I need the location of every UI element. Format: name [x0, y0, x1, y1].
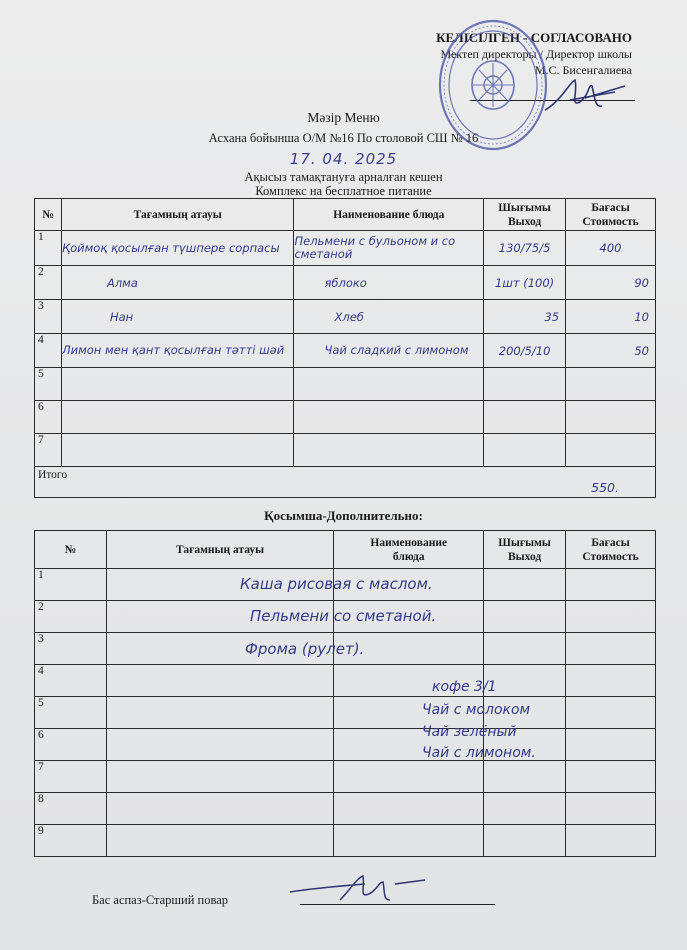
dish-yield — [484, 401, 566, 434]
total-row — [35, 467, 656, 498]
row-number: 3 — [35, 633, 107, 665]
row-number: 9 — [35, 825, 107, 857]
row-number: 1 — [35, 231, 62, 266]
dish-name-kz — [61, 434, 294, 467]
table-row — [35, 665, 656, 697]
extra-section-title: Қосымша-Дополнительно: — [264, 508, 423, 523]
row-number: 5 — [35, 368, 62, 401]
row-number: 4 — [35, 665, 107, 697]
total-label: Итого — [38, 469, 68, 481]
dish-name-ru — [294, 401, 484, 434]
dish-name-kz — [61, 368, 294, 401]
chef-label: Бас аспаз-Старший повар — [92, 893, 229, 907]
table-row — [35, 793, 656, 825]
row-number: 7 — [35, 434, 62, 467]
main-menu-table — [34, 198, 656, 498]
header-price: Бағасы Стоимость — [566, 199, 656, 231]
table-row — [35, 401, 656, 434]
row-number: 3 — [35, 300, 62, 334]
dish-yield: 130/75/5 — [484, 231, 566, 266]
dish-price — [566, 401, 656, 434]
row-number: 7 — [35, 761, 107, 793]
header-yield: Шығымы Выход — [484, 531, 566, 569]
main-table-header-row — [35, 199, 656, 231]
table-row — [35, 334, 656, 368]
complex-title-kz: Ақысыз тамақтануға арналған кешен — [244, 170, 443, 184]
dish-name-ru — [294, 434, 484, 467]
row-number: 2 — [35, 266, 62, 300]
header-name-kz: Тағамның атауы — [61, 199, 294, 231]
dish-price — [566, 434, 656, 467]
header-yield: Шығымы Выход — [484, 199, 566, 231]
dish-price: 400 — [566, 231, 656, 266]
dish-name-kz: Алма — [61, 266, 294, 300]
dish-name-ru: Хлеб — [294, 300, 484, 334]
dish-price: 50 — [566, 334, 656, 368]
dish-yield — [484, 434, 566, 467]
dish-yield: 35 — [484, 300, 566, 334]
menu-date-handwritten: 17. 04. 2025 — [289, 150, 398, 168]
header-name-kz: Тағамның атауы — [106, 531, 334, 569]
table-row — [35, 697, 656, 729]
table-row — [35, 434, 656, 467]
header-num: № — [35, 199, 62, 231]
extra-handwritten-item: Пельмени со сметаной. — [250, 607, 437, 625]
dish-name-ru: яблоко — [294, 266, 484, 300]
header-num: № — [35, 531, 107, 569]
complex-title-ru: Комплекс на бесплатное питание — [255, 184, 432, 198]
row-number: 4 — [35, 334, 62, 368]
row-number: 1 — [35, 569, 107, 601]
header-name-ru: Наименование блюда — [294, 199, 484, 231]
table-row — [35, 368, 656, 401]
dish-name-kz: Лимон мен қант қосылған тәтті шәй — [61, 334, 294, 368]
dish-price — [566, 368, 656, 401]
approval-name: М.С. Бисенгалиева — [534, 63, 632, 77]
chef-signature — [285, 870, 435, 910]
dish-yield: 200/5/10 — [484, 334, 566, 368]
row-number: 2 — [35, 601, 107, 633]
extra-handwritten-item: Каша рисовая с маслом. — [240, 575, 433, 593]
table-row — [35, 761, 656, 793]
row-number: 8 — [35, 793, 107, 825]
approval-position: Мектеп директоры / Директор школы — [440, 47, 632, 61]
extra-handwritten-item: Чай с лимоном. — [422, 745, 536, 761]
dish-name-kz — [61, 401, 294, 434]
extra-handwritten-item: Фрома (рулет). — [245, 640, 365, 658]
dish-yield — [484, 368, 566, 401]
dish-name-kz: Нан — [61, 300, 294, 334]
total-value: 550. — [591, 480, 619, 495]
extra-handwritten-item: Чай зелёный — [422, 724, 517, 740]
approval-title: КЕЛІСІЛГЕН - СОГЛАСОВАНО — [436, 30, 632, 45]
table-row — [35, 231, 656, 266]
dish-name-ru: Пельмени с бульоном и со сметаной — [294, 231, 484, 266]
menu-subtitle: Асхана бойынша О/М №16 По столовой СШ № 16 — [208, 131, 479, 145]
dish-price: 90 — [566, 266, 656, 300]
dish-name-ru: Чай сладкий с лимоном — [294, 334, 484, 368]
header-price: Бағасы Стоимость — [566, 531, 656, 569]
dish-name-ru — [294, 368, 484, 401]
menu-title: Мәзір Меню — [307, 110, 380, 125]
extra-handwritten-item: Чай с молоком — [422, 702, 531, 718]
dish-price: 10 — [566, 300, 656, 334]
table-row — [35, 266, 656, 300]
row-number: 6 — [35, 729, 107, 761]
row-number: 5 — [35, 697, 107, 729]
extra-table-header-row — [35, 531, 656, 569]
total-cell — [35, 467, 656, 498]
row-number: 6 — [35, 401, 62, 434]
dish-name-kz: Қоймоқ қосылған түшпере сорпасы — [61, 231, 294, 266]
header-name-ru: Наименование блюда — [334, 531, 484, 569]
table-row — [35, 300, 656, 334]
table-row — [35, 825, 656, 857]
extra-handwritten-item: кофе 3/1 — [432, 679, 497, 695]
table-row — [35, 729, 656, 761]
dish-yield: 1шт (100) — [484, 266, 566, 300]
